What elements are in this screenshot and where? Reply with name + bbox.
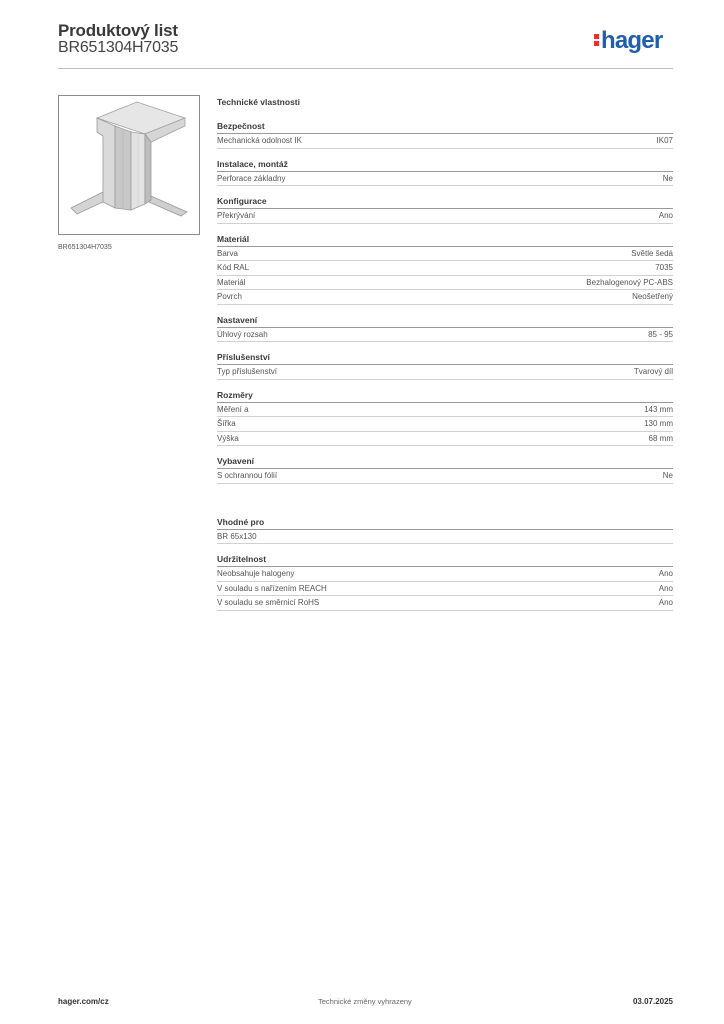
spec-section	[217, 455, 673, 484]
section-title: Konfigurace	[217, 195, 673, 209]
spec-value: Ano	[658, 569, 673, 578]
spec-value: Ne	[662, 173, 673, 183]
section-title: Rozměry	[217, 389, 673, 403]
spec-label: Překrývání	[217, 211, 256, 220]
spec-value: 130 mm	[644, 419, 673, 428]
spec-value: 7035	[655, 263, 673, 272]
specifications	[217, 95, 673, 620]
spec-value: IK07	[656, 136, 673, 145]
spec-value: Tvarový díl	[633, 367, 673, 376]
section-title: Vybavení	[217, 455, 673, 469]
spec-row	[217, 276, 673, 291]
logo-text: hager	[601, 27, 663, 54]
spec-row	[217, 403, 673, 418]
spec-section	[217, 351, 673, 380]
spec-value: Ano	[658, 211, 673, 220]
spec-label: Úhlový rozsah	[217, 329, 268, 339]
spec-row	[217, 417, 673, 432]
spec-label: V souladu se směrnicí RoHS	[217, 598, 320, 607]
spec-row	[217, 209, 673, 224]
spec-row	[217, 328, 673, 343]
spec-row	[217, 261, 673, 276]
spec-section	[217, 553, 673, 611]
section-title: Materiál	[217, 233, 673, 247]
image-caption: BR651304H7035	[58, 244, 112, 251]
spec-label: Kód RAL	[217, 263, 250, 272]
spec-section	[217, 233, 673, 305]
spec-row	[217, 530, 673, 545]
spec-row	[217, 247, 673, 262]
spec-row	[217, 290, 673, 305]
spec-value: Bezhalogenový PC-ABS	[586, 277, 673, 287]
specs-heading: Technické vlastnosti	[217, 97, 300, 107]
spec-value: Ne	[662, 471, 673, 480]
spec-label: BR 65x130	[217, 531, 257, 541]
spec-row	[217, 365, 673, 380]
spec-label: Mechanická odolnost IK	[217, 136, 302, 145]
spec-value: Světle šedá	[631, 248, 673, 258]
page-title: Produktový list	[58, 21, 178, 40]
logo-dots-icon	[594, 32, 599, 48]
spec-label: Barva	[217, 248, 238, 258]
spec-row	[217, 582, 673, 597]
spec-value: 68 mm	[648, 433, 673, 443]
product-code: BR651304H7035	[58, 39, 179, 56]
spec-label: Šířka	[217, 419, 236, 428]
section-title: Příslušenství	[217, 351, 673, 365]
spec-row	[217, 567, 673, 582]
spec-section	[217, 158, 673, 187]
spec-label: Výška	[217, 433, 239, 443]
section-title: Vhodné pro	[217, 516, 673, 530]
footer-note: Technické změny vyhrazeny	[318, 997, 412, 1006]
spec-row	[217, 469, 673, 484]
spec-label: Měření a	[217, 404, 249, 414]
spec-label: V souladu s nařízením REACH	[217, 583, 327, 593]
hager-logo	[594, 27, 662, 55]
spec-section	[217, 195, 673, 224]
spec-section	[217, 120, 673, 149]
spec-row	[217, 596, 673, 611]
spec-value: 143 mm	[644, 404, 673, 414]
spec-label: Materiál	[217, 277, 246, 287]
product-image	[58, 95, 200, 235]
spec-label: Typ příslušenství	[217, 367, 278, 376]
spec-sections	[217, 120, 673, 611]
product-image-drawing	[59, 96, 199, 234]
spec-value: Ano	[658, 598, 673, 607]
spec-row	[217, 172, 673, 187]
header-divider	[58, 68, 673, 69]
section-title: Bezpečnost	[217, 120, 673, 134]
spec-label: S ochrannou fólií	[217, 471, 278, 480]
spec-row	[217, 432, 673, 447]
spec-section	[217, 314, 673, 343]
spec-row	[217, 134, 673, 149]
spec-value: 85 - 95	[648, 329, 673, 339]
spec-label: Perforace základny	[217, 173, 286, 183]
section-title: Nastavení	[217, 314, 673, 328]
spec-label: Povrch	[217, 292, 242, 301]
section-title: Udržitelnost	[217, 553, 673, 567]
section-title: Instalace, montáž	[217, 158, 673, 172]
spec-value: Neošetřený	[632, 292, 673, 301]
spec-section	[217, 516, 673, 545]
spec-value: Ano	[658, 583, 673, 593]
footer-website: hager.com/cz	[58, 997, 109, 1006]
spec-label: Neobsahuje halogeny	[217, 569, 295, 578]
footer-date: 03.07.2025	[632, 997, 673, 1006]
spec-section	[217, 389, 673, 447]
